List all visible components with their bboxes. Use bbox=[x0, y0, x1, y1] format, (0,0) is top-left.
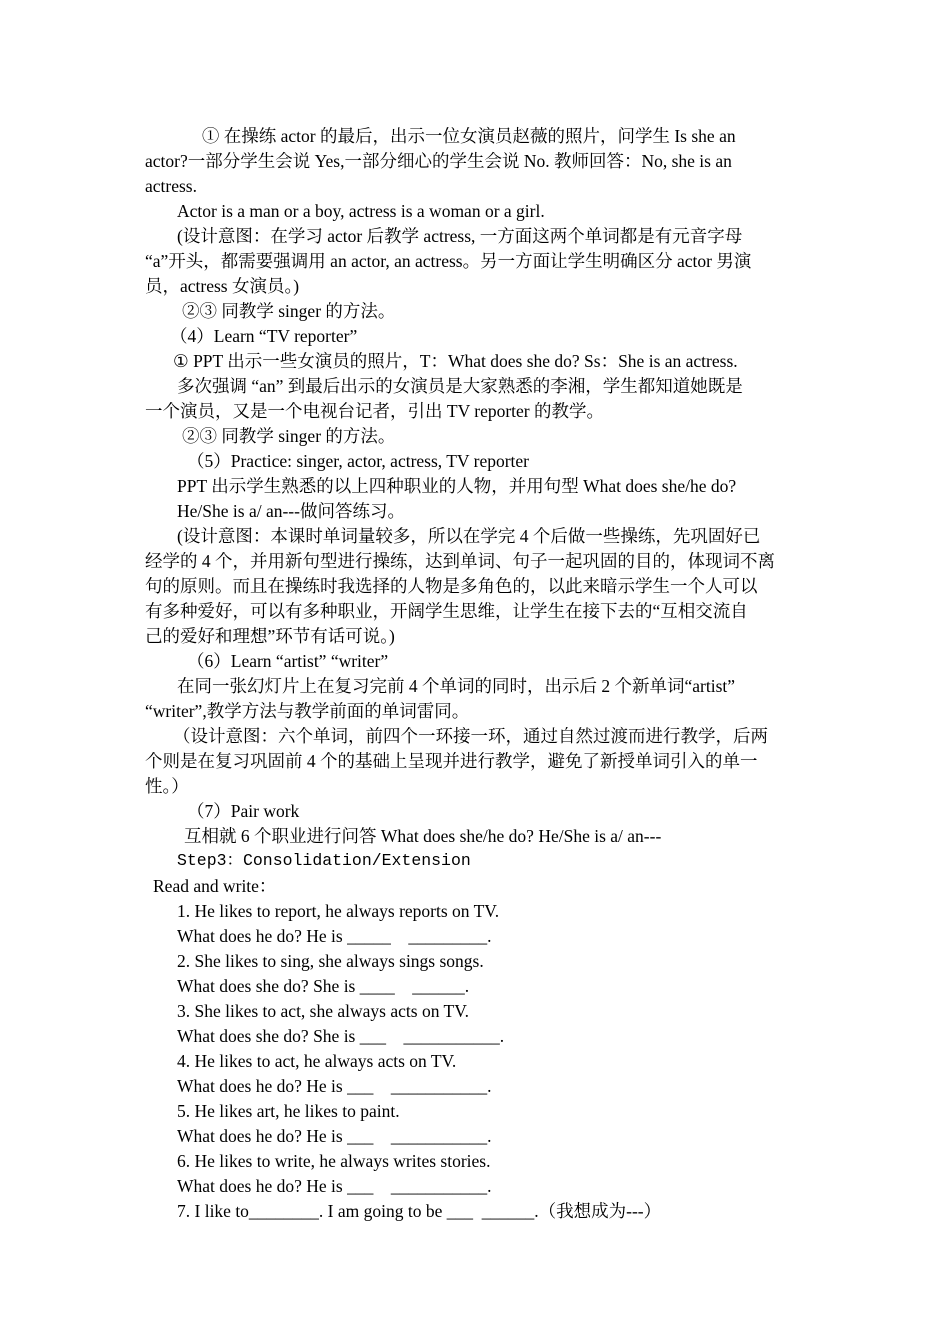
paragraph-line: 一个演员，又是一个电视台记者，引出 TV reporter 的教学。 bbox=[145, 401, 605, 421]
design-note-line: （设计意图：六个单词，前四个一环接一环，通过自然过渡而进行教学，后两 bbox=[173, 726, 768, 746]
paragraph-line: actor?一部分学生会说 Yes,一部分细心的学生会说 No. 教师回答：No, she is an bbox=[145, 151, 732, 171]
exercise-blank-line: What does she do? She is ___ ___________. bbox=[177, 1026, 505, 1046]
section-heading: （5）Practice: singer, actor, actress, TV reporter bbox=[187, 451, 529, 471]
exercise-item: 2. She likes to sing, she always sings songs. bbox=[177, 951, 484, 971]
paragraph-line: PPT 出示学生熟悉的以上四种职业的人物，并用句型 What does she/he do? bbox=[177, 476, 737, 496]
exercise-blank-line: What does she do? She is ____ ______. bbox=[177, 976, 470, 996]
paragraph-line: 互相就 6 个职业进行问答 What does she/he do? He/She is a/ an--- bbox=[184, 826, 662, 846]
paragraph-line: ① 在操练 actor 的最后，出示一位女演员赵薇的照片，问学生 Is she an bbox=[180, 126, 736, 146]
paragraph-line: He/She is a/ an---做问答练习。 bbox=[177, 501, 405, 521]
design-note-line: (设计意图：在学习 actor 后教学 actress, 一方面这两个单词都是有元音字母 bbox=[177, 226, 743, 246]
paragraph-line: ②③ 同教学 singer 的方法。 bbox=[182, 301, 396, 321]
design-note-line: (设计意图：本课时单词量较多，所以在学完 4 个后做一些操练，先巩固好已 bbox=[177, 526, 761, 546]
exercise-item: 3. She likes to act, she always acts on TV. bbox=[177, 1001, 469, 1021]
design-note-line: 经学的 4 个，并用新句型进行操练，达到单词、句子一起巩固的目的，体现词不离 bbox=[145, 551, 775, 571]
exercise-blank-line: What does he do? He is _____ _________. bbox=[177, 926, 492, 946]
exercise-instruction: Read and write： bbox=[153, 876, 277, 896]
step-heading: Step3：Consolidation/Extension bbox=[177, 851, 471, 870]
exercise-item: 5. He likes art, he likes to paint. bbox=[177, 1101, 400, 1121]
paragraph-line: ②③ 同教学 singer 的方法。 bbox=[182, 426, 396, 446]
paragraph-line: 在同一张幻灯片上在复习完前 4 个单词的同时，出示后 2 个新单词“artist” bbox=[177, 676, 736, 696]
section-heading: （4）Learn “TV reporter” bbox=[170, 326, 358, 346]
exercise-item: 1. He likes to report, he always reports on TV. bbox=[177, 901, 500, 921]
exercise-item: 7. I like to________. I am going to be ___ ______.（我想成为---） bbox=[177, 1201, 662, 1221]
design-note-line: 句的原则。而且在操练时我选择的人物是多角色的，以此来暗示学生一个人可以 bbox=[145, 576, 758, 596]
section-heading: （6）Learn “artist” “writer” bbox=[187, 651, 389, 671]
design-note-line: 员，actress 女演员。) bbox=[145, 276, 300, 296]
paragraph-line: ① PPT 出示一些女演员的照片，T：What does she do? Ss：She is an actress. bbox=[173, 351, 738, 371]
paragraph-line: actress. bbox=[145, 176, 197, 196]
paragraph-line: Actor is a man or a boy, actress is a woman or a girl. bbox=[177, 201, 545, 221]
exercise-blank-line: What does he do? He is ___ ___________. bbox=[177, 1076, 492, 1096]
paragraph-line: 多次强调 “an” 到最后出示的女演员是大家熟悉的李湘，学生都知道她既是 bbox=[177, 376, 743, 396]
paragraph-line: “writer”,教学方法与教学前面的单词雷同。 bbox=[145, 701, 470, 721]
design-note-line: 有多种爱好，可以有多种职业，开阔学生思维，让学生在接下去的“互相交流自 bbox=[145, 601, 748, 621]
exercise-blank-line: What does he do? He is ___ ___________. bbox=[177, 1126, 492, 1146]
design-note-line: 性。） bbox=[145, 776, 189, 796]
exercise-blank-line: What does he do? He is ___ ___________. bbox=[177, 1176, 492, 1196]
design-note-line: “a”开头，都需要强调用 an actor, an actress。另一方面让学生明确区分 actor 男演 bbox=[145, 251, 752, 271]
exercise-item: 6. He likes to write, he always writes stories. bbox=[177, 1151, 491, 1171]
design-note-line: 己的爱好和理想”环节有话可说。) bbox=[145, 626, 395, 646]
design-note-line: 个则是在复习巩固前 4 个的基础上呈现并进行教学，避免了新授单词引入的单一 bbox=[145, 751, 758, 771]
exercise-item: 4. He likes to act, he always acts on TV. bbox=[177, 1051, 457, 1071]
section-heading: （7）Pair work bbox=[187, 801, 300, 821]
